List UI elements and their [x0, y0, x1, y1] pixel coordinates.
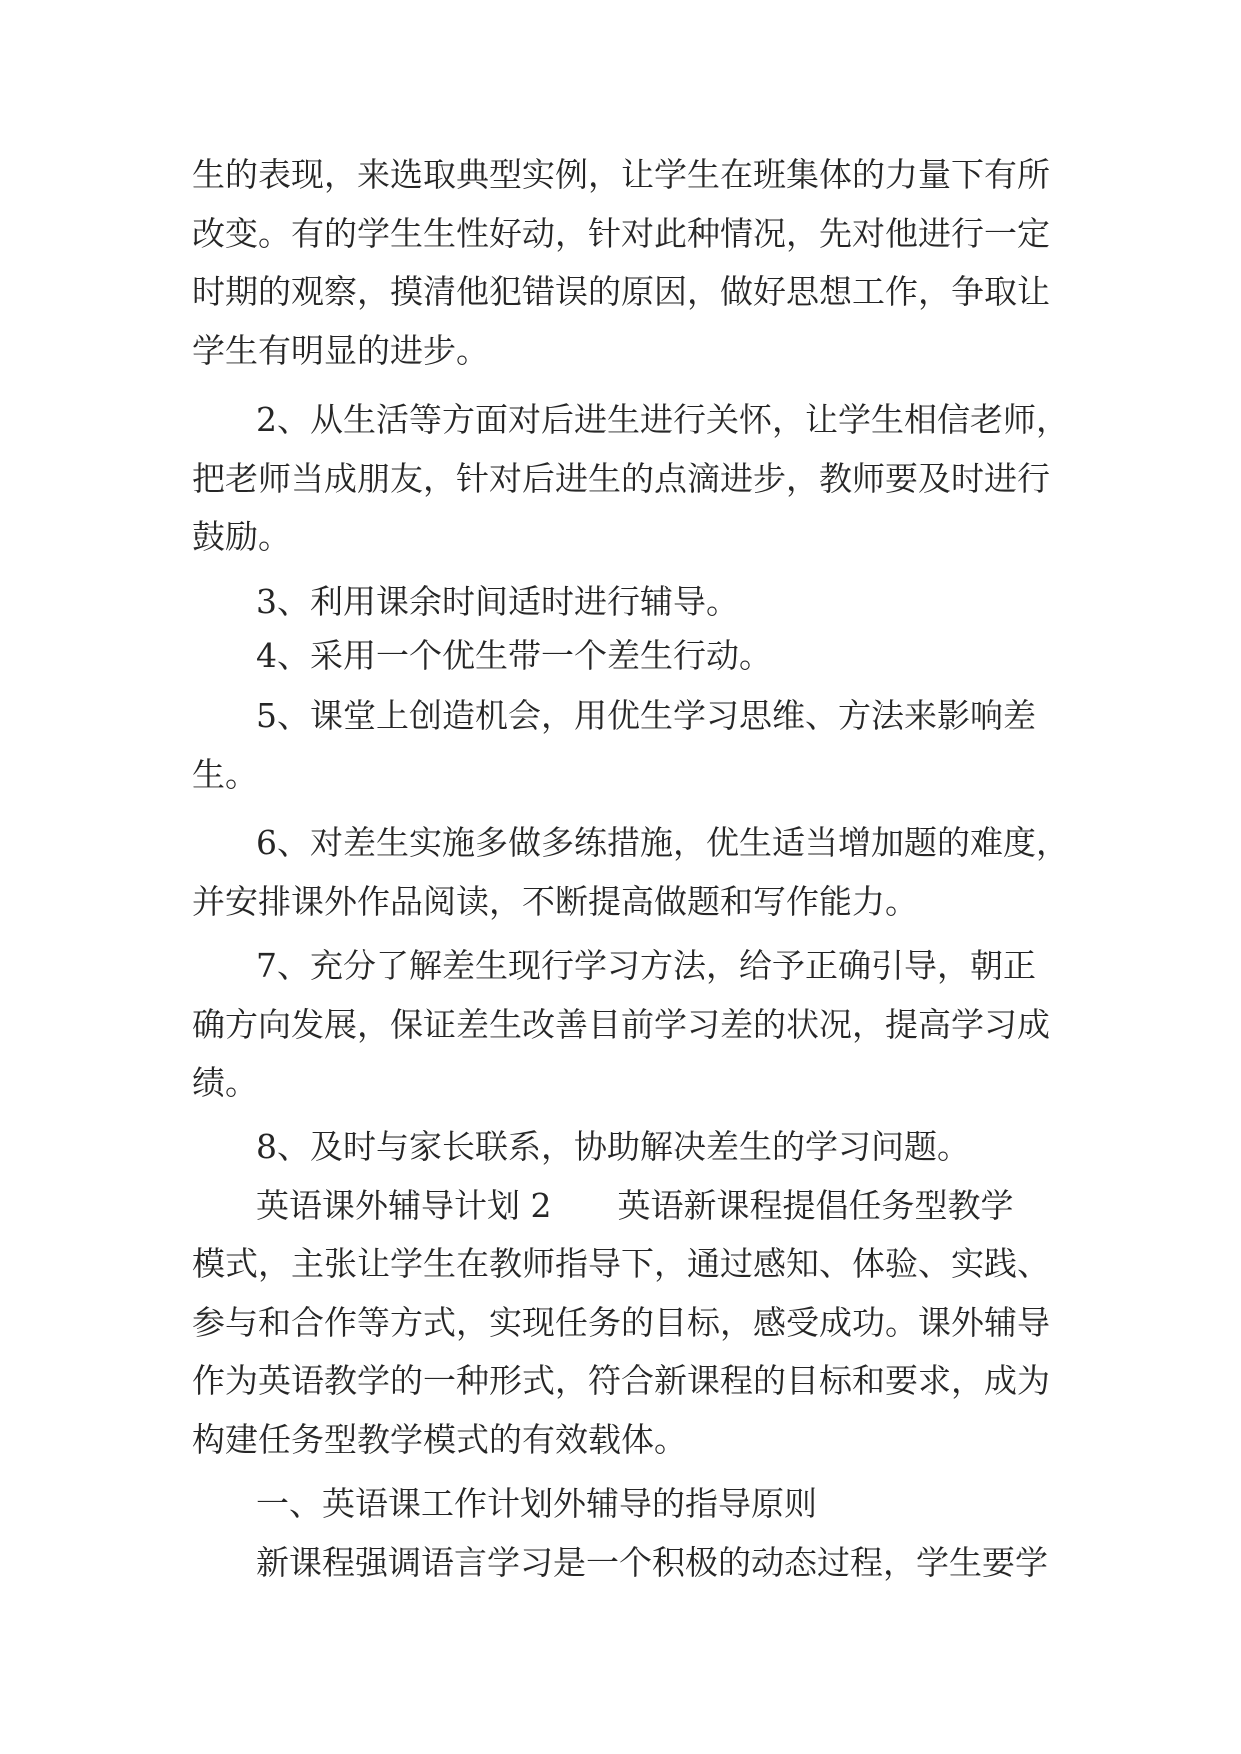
text-line: 作为英语教学的一种形式，符合新课程的目标和要求，成为 [192, 1361, 1050, 1400]
text-line: 绩。 [192, 1063, 258, 1102]
text-line: 鼓励。 [192, 517, 291, 556]
text-line: 8、及时与家长联系，协助解决差生的学习问题。 [256, 1127, 970, 1166]
text-line: 2、从生活等方面对后进生进行关怀，让学生相信老师， [256, 400, 1069, 439]
text-line: 生的表现，来选取典型实例，让学生在班集体的力量下有所 [192, 155, 1050, 194]
text-line: 生。 [192, 755, 258, 794]
text-line: 把老师当成朋友，针对后进生的点滴进步，教师要及时进行 [192, 459, 1050, 498]
text-line: 时期的观察，摸清他犯错误的原因，做好思想工作，争取让 [192, 272, 1050, 311]
text-line: 参与和合作等方式，实现任务的目标，感受成功。课外辅导 [192, 1303, 1050, 1342]
text-line: 改变。有的学生生性好动，针对此种情况，先对他进行一定 [192, 214, 1050, 253]
text-line: 4、采用一个优生带一个差生行动。 [256, 636, 772, 675]
text-line: 并安排课外作品阅读，不断提高做题和写作能力。 [192, 882, 918, 921]
text-line: 6、对差生实施多做多练措施，优生适当增加题的难度， [256, 823, 1069, 862]
text-line: 确方向发展，保证差生改善目前学习差的状况，提高学习成 [192, 1005, 1050, 1044]
text-line: 新课程强调语言学习是一个积极的动态过程，学生要学 [256, 1543, 1048, 1582]
text-line: 英语课外辅导计划 2 英语新课程提倡任务型教学 [256, 1186, 1014, 1225]
text-line: 5、课堂上创造机会，用优生学习思维、方法来影响差 [256, 696, 1036, 735]
text-line: 构建任务型教学模式的有效载体。 [192, 1420, 687, 1459]
text-line: 7、充分了解差生现行学习方法，给予正确引导，朝正 [256, 946, 1036, 985]
text-line: 3、利用课余时间适时进行辅导。 [256, 582, 739, 621]
text-line: 模式，主张让学生在教师指导下，通过感知、体验、实践、 [192, 1244, 1050, 1283]
text-line: 学生有明显的进步。 [192, 331, 489, 370]
text-line: 一、英语课工作计划外辅导的指导原则 [256, 1484, 817, 1523]
